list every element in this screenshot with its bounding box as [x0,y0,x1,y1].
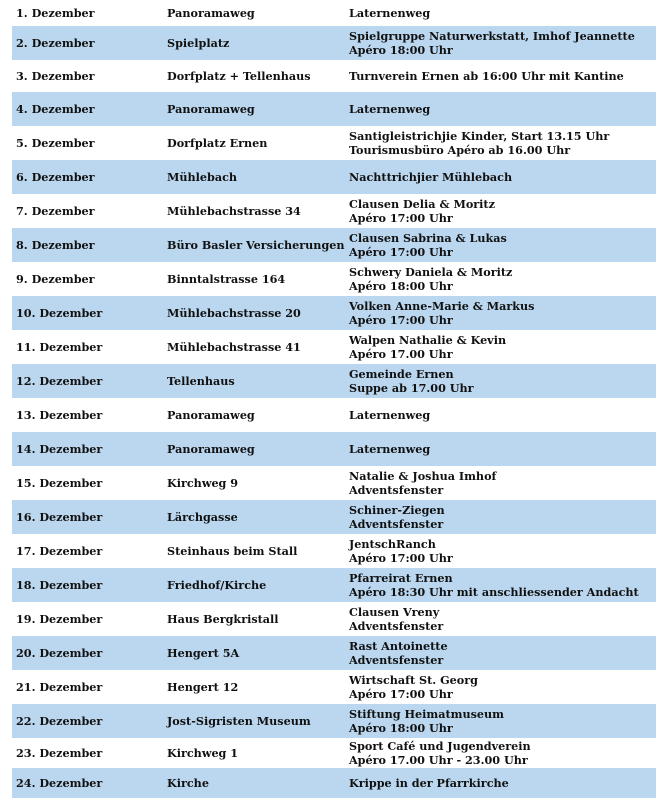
event-line: Laternenweg [349,408,431,422]
event-cell [349,537,453,565]
event-cell [349,442,430,456]
place-cell: Lärchgasse [167,510,238,524]
event-line: Adventsfenster [349,517,444,531]
date-cell: 5. Dezember [16,136,95,150]
table-row [12,534,656,568]
place-cell: Kirchweg 9 [167,476,239,490]
date-cell: 2. Dezember [16,36,95,50]
event-cell [349,69,624,83]
place-cell: Hengert 12 [167,680,239,694]
event-line: Natalie & Joshua Imhof [349,469,497,483]
event-line: Spielgruppe Naturwerkstatt, Imhof Jeannette [349,29,635,43]
table-row [12,398,656,432]
event-cell [349,605,443,633]
event-cell [349,707,504,735]
table-row [12,636,656,670]
table-row [12,26,656,60]
event-line: Rast Antoinette [349,639,448,653]
table-row [12,60,656,92]
event-line: Clausen Vreny [349,605,440,619]
table-row [12,160,656,194]
event-cell [349,571,639,599]
event-line: Laternenweg [349,442,431,456]
date-cell: 16. Dezember [16,510,103,524]
event-line: Clausen Sabrina & Lukas [349,231,507,245]
place-cell: Kirchweg 1 [167,746,239,760]
event-cell [349,639,448,667]
event-line: Suppe ab 17.00 Uhr [349,381,474,395]
event-line: Santigleistrichjie Kinder, Start 13.15 Uhr [349,129,610,143]
place-cell: Haus Bergkristall [167,612,279,626]
place-cell: Spielplatz [167,36,230,50]
event-line: Laternenweg [349,6,431,20]
date-cell: 17. Dezember [16,544,103,558]
event-cell [349,197,495,225]
place-cell: Mühlebachstrasse 20 [167,306,301,320]
table-row [12,568,656,602]
event-cell [349,231,507,259]
event-line: Apéro 17:00 Uhr [349,551,453,565]
event-cell [349,503,445,531]
place-cell: Panoramaweg [167,442,255,456]
date-cell: 9. Dezember [16,272,95,286]
event-line: Sport Café und Jugendverein [349,739,531,753]
place-cell: Mühlebachstrasse 41 [167,340,301,354]
date-cell: 13. Dezember [16,408,103,422]
date-cell: 15. Dezember [16,476,103,490]
date-cell: 12. Dezember [16,374,103,388]
date-cell: 8. Dezember [16,238,95,252]
date-cell: 3. Dezember [16,69,95,83]
table-row [12,768,656,798]
table-row [12,296,656,330]
table-row [12,262,656,296]
event-cell [349,29,635,57]
table-row [12,330,656,364]
table-row [12,228,656,262]
place-cell: Tellenhaus [167,374,235,388]
event-cell [349,299,534,327]
place-cell: Mühlebach [167,170,238,184]
date-cell: 4. Dezember [16,102,95,116]
event-cell [349,129,609,157]
event-cell [349,673,478,701]
event-line: Adventsfenster [349,483,444,497]
table-row [12,432,656,466]
event-line: Volken Anne-Marie & Markus [349,299,535,313]
event-line: Apéro 18:00 Uhr [349,721,453,735]
place-cell: Jost-Sigristen Museum [167,714,311,728]
date-cell: 20. Dezember [16,646,103,660]
date-cell: 19. Dezember [16,612,103,626]
event-line: Apéro 18:00 Uhr [349,43,453,57]
event-line: Adventsfenster [349,653,444,667]
event-line: Clausen Delia & Moritz [349,197,495,211]
event-line: Stiftung Heimatmuseum [349,707,505,721]
event-line: Apéro 17:00 Uhr [349,687,453,701]
date-cell: 18. Dezember [16,578,103,592]
place-cell: Binntalstrasse 164 [167,272,286,286]
event-line: Schwery Daniela & Moritz [349,265,513,279]
date-cell: 11. Dezember [16,340,103,354]
date-cell: 7. Dezember [16,204,95,218]
table-row [12,364,656,398]
place-cell: Steinhaus beim Stall [167,544,298,558]
event-line: Apéro 18:30 Uhr mit anschliessender Andacht [349,585,639,599]
event-cell [349,776,509,790]
event-line: Laternenweg [349,102,431,116]
event-line: Apéro 18:00 Uhr [349,279,453,293]
advent-calendar-table [12,0,656,798]
place-cell: Panoramaweg [167,408,255,422]
event-line: Apéro 17.00 Uhr [349,347,453,361]
place-cell: Dorfplatz Ernen [167,136,268,150]
date-cell: 10. Dezember [16,306,103,320]
table-row [12,466,656,500]
event-line: Turnverein Ernen ab 16:00 Uhr mit Kantine [349,69,624,83]
place-cell: Hengert 5A [167,646,240,660]
event-line: Apéro 17:00 Uhr [349,313,453,327]
event-line: Gemeinde Ernen [349,367,454,381]
event-cell [349,367,474,395]
event-cell [349,469,496,497]
place-cell: Panoramaweg [167,102,255,116]
date-cell: 24. Dezember [16,776,103,790]
event-line: Apéro 17:00 Uhr [349,211,453,225]
date-cell: 1. Dezember [16,6,95,20]
place-cell: Büro Basler Versicherungen [167,238,345,252]
place-cell: Kirche [167,776,209,790]
date-cell: 6. Dezember [16,170,95,184]
event-line: Apéro 17:00 Uhr [349,245,453,259]
event-line: Walpen Nathalie & Kevin [349,333,507,347]
event-cell [349,102,430,116]
event-line: Wirtschaft St. Georg [349,673,478,687]
table-row [12,126,656,160]
event-line: Apéro 17.00 Uhr - 23.00 Uhr [349,753,528,767]
date-cell: 23. Dezember [16,746,103,760]
place-cell: Friedhof/Kirche [167,578,267,592]
event-cell [349,739,531,767]
event-cell [349,333,506,361]
table-row [12,92,656,126]
event-line: Krippe in der Pfarrkirche [349,776,509,790]
event-line: Tourismusbüro Apéro ab 16.00 Uhr [349,143,571,157]
table-row [12,602,656,636]
event-line: Adventsfenster [349,619,444,633]
place-cell: Mühlebachstrasse 34 [167,204,301,218]
event-cell [349,6,430,20]
event-cell [349,265,512,293]
table-row [12,0,656,26]
event-cell [349,408,430,422]
event-line: Schiner-Ziegen [349,503,445,517]
date-cell: 22. Dezember [16,714,103,728]
place-cell: Panoramaweg [167,6,255,20]
date-cell: 14. Dezember [16,442,103,456]
table-row [12,670,656,704]
table-row [12,704,656,738]
event-line: Nachttrichjier Mühlebach [349,170,513,184]
event-line: JentschRanch [349,537,436,551]
event-line: Pfarreirat Ernen [349,571,453,585]
place-cell: Dorfplatz + Tellenhaus [167,69,311,83]
date-cell: 21. Dezember [16,680,103,694]
event-cell [349,170,512,184]
table-row [12,500,656,534]
table-row [12,194,656,228]
table-row [12,738,656,768]
